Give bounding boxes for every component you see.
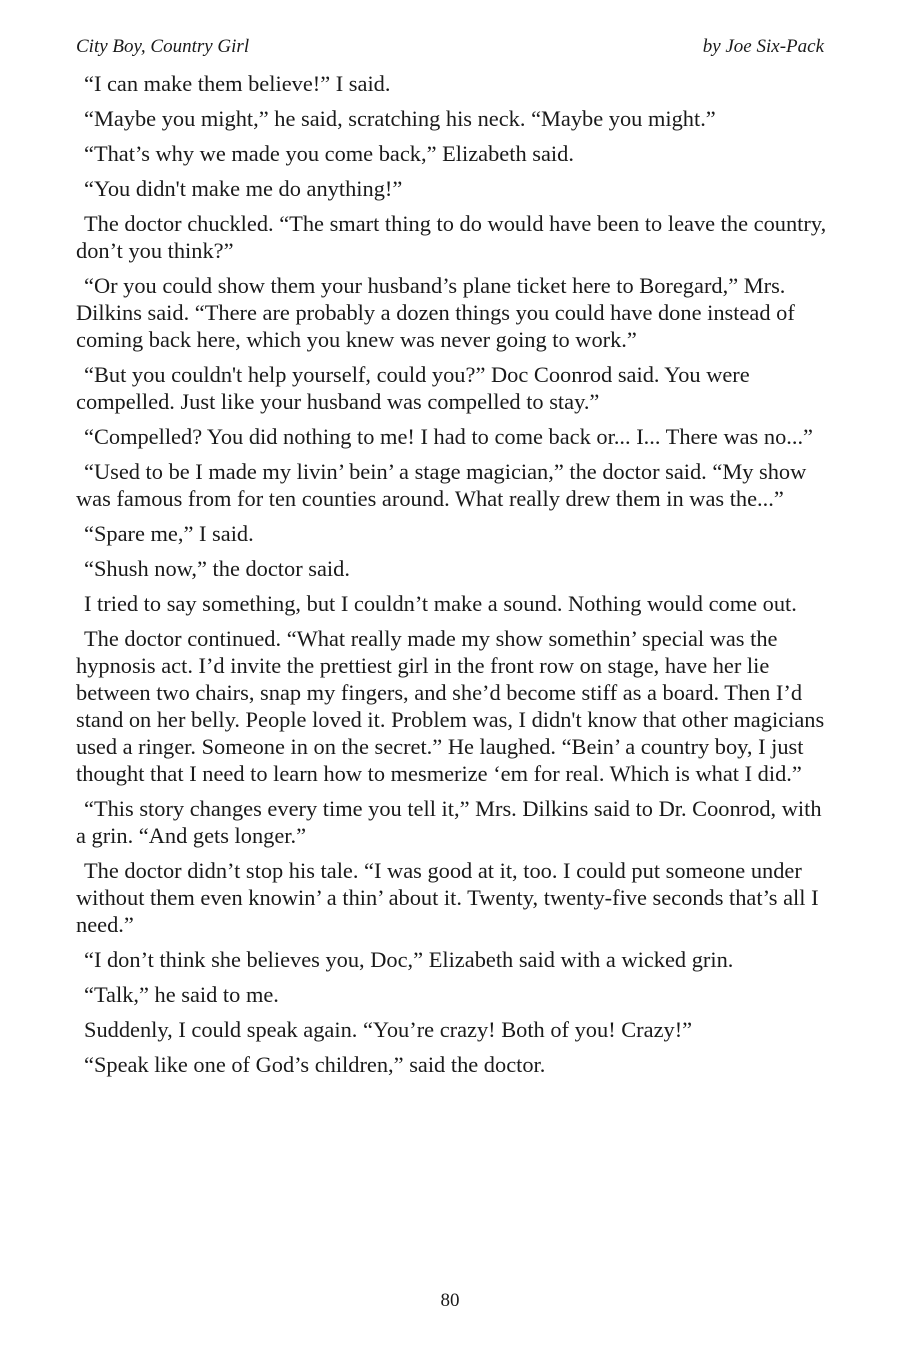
- paragraph: “But you couldn't help yourself, could you?” Doc Coonrod said. You were compelled. Just like your husband was compelled to stay.”: [76, 362, 750, 414]
- paragraph: “Spare me,” I said.: [84, 521, 254, 546]
- paragraph: “Compelled? You did nothing to me! I had to come back or... I... There was no...”: [84, 424, 813, 449]
- book-title: City Boy, Country Girl: [76, 36, 250, 57]
- paragraph: “This story changes every time you tell it,” Mrs. Dilkins said to Dr. Coonrod, with a grin. “And gets longer.”: [76, 796, 822, 848]
- paragraph: “You didn't make me do anything!”: [84, 176, 403, 201]
- paragraph: “I don’t think she believes you, Doc,” Elizabeth said with a wicked grin.: [84, 947, 734, 972]
- paragraph: “Talk,” he said to me.: [84, 982, 279, 1007]
- author-credit: by Joe Six-Pack: [702, 36, 824, 57]
- paragraph: “I can make them believe!” I said.: [84, 71, 391, 96]
- page-number: 80: [440, 1290, 460, 1311]
- paragraph: Suddenly, I could speak again. “You’re crazy! Both of you! Crazy!”: [84, 1017, 693, 1042]
- paragraph: “Speak like one of God’s children,” said the doctor.: [84, 1052, 546, 1077]
- paragraph: “That’s why we made you come back,” Elizabeth said.: [84, 141, 574, 166]
- body-text: [76, 70, 828, 1086]
- running-header: [76, 36, 824, 58]
- paragraph: “Used to be I made my livin’ bein’ a stage magician,” the doctor said. “My show was famous from for ten counties around. What really drew them in was the...”: [76, 459, 807, 511]
- paragraph: “Maybe you might,” he said, scratching his neck. “Maybe you might.”: [84, 106, 716, 131]
- paragraph: “Or you could show them your husband’s plane ticket here to Boregard,” Mrs. Dilkins said. “There are probably a dozen things you could have done instead of coming back here, which you knew was never going to work.”: [76, 273, 795, 352]
- paragraph: The doctor chuckled. “The smart thing to do would have been to leave the country, don’t you think?”: [76, 211, 827, 263]
- paragraph: The doctor continued. “What really made my show somethin’ special was the hypnosis act. I’d invite the prettiest girl in the front row on stage, have her lie between two chairs, snap my fingers, and she’d become stiff as a board. Then I’d stand on her belly. People loved it. Problem was, I didn't know that other magicians used a ringer. Someone in on the secret.” He laughed. “Bein’ a country boy, I just thought that I need to learn how to mesmerize ‘em for real. Which is what I did.”: [76, 626, 825, 786]
- paragraph: The doctor didn’t stop his tale. “I was good at it, too. I could put someone under without them even knowin’ a thin’ about it. Twenty, twenty-five seconds that’s all I need.”: [76, 858, 819, 937]
- paragraph: “Shush now,” the doctor said.: [84, 556, 350, 581]
- paragraph: I tried to say something, but I couldn’t make a sound. Nothing would come out.: [84, 591, 797, 616]
